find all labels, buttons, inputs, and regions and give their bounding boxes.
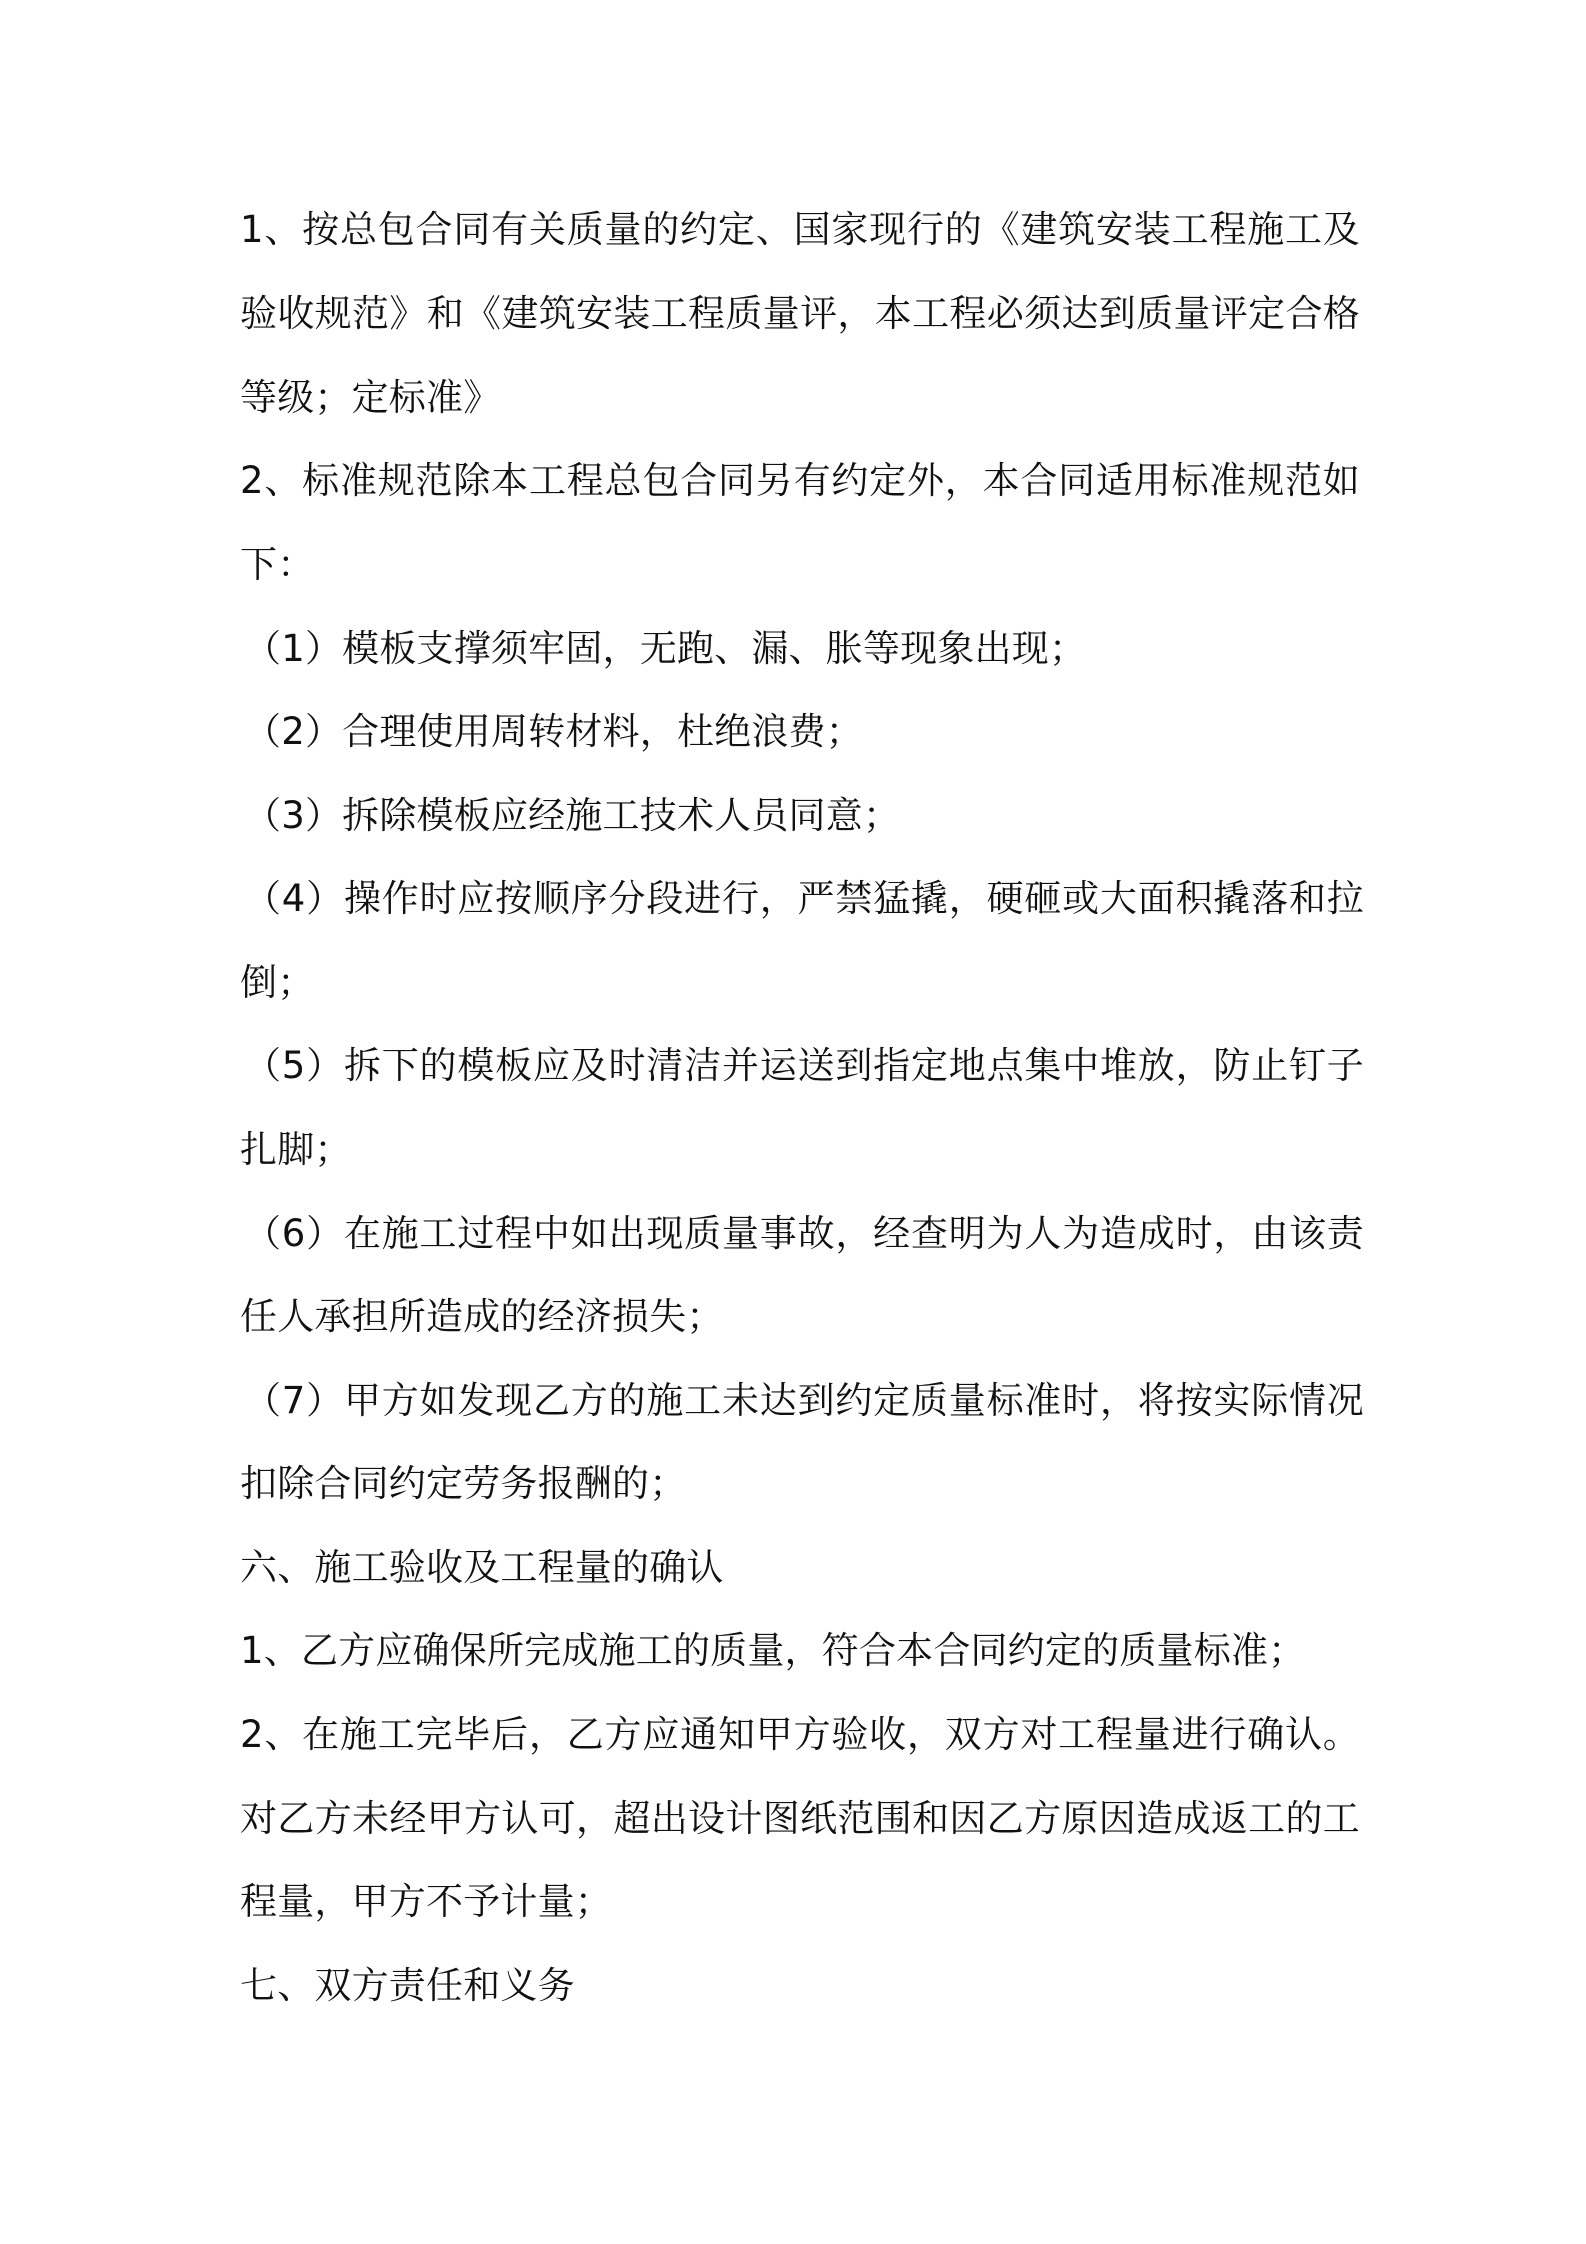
clause-1-line-3: 等级；定标准》 (240, 376, 501, 419)
clause-1-line-2: 验收规范》和《建筑安装工程质量评，本工程必须达到质量评定合格 (240, 292, 1360, 335)
section-6-heading: 六、施工验收及工程量的确认 (240, 1546, 724, 1589)
clause-2-line-1: 2、标准规范除本工程总包合同另有约定外，本合同适用标准规范如 (240, 459, 1360, 502)
section-7-heading: 七、双方责任和义务 (240, 1964, 575, 2007)
item-5-line-2: 扎脚； (240, 1128, 352, 1171)
item-3: （3）拆除模板应经施工技术人员同意； (244, 794, 901, 837)
item-6-line-2: 任人承担所造成的经济损失； (240, 1295, 724, 1338)
item-2: （2）合理使用周转材料，杜绝浪费； (244, 710, 863, 753)
section-6-clause-2-line-2: 对乙方未经甲方认可，超出设计图纸范围和因乙方原因造成返工的工 (240, 1797, 1360, 1840)
item-1: （1）模板支撑须牢固，无跑、漏、胀等现象出现； (244, 627, 1087, 670)
item-4-line-1: （4）操作时应按顺序分段进行，严禁猛撬，硬砸或大面积撬落和拉 (244, 877, 1364, 920)
section-6-clause-2-line-3: 程量，甲方不予计量； (240, 1880, 612, 1923)
section-6-clause-1: 1、乙方应确保所完成施工的质量，符合本合同约定的质量标准； (240, 1629, 1306, 1672)
clause-2-line-2: 下： (240, 543, 315, 586)
item-7-line-1: （7）甲方如发现乙方的施工未达到约定质量标准时，将按实际情况 (244, 1379, 1364, 1422)
item-6-line-1: （6）在施工过程中如出现质量事故，经查明为人为造成时，由该责 (244, 1212, 1364, 1255)
item-7-line-2: 扣除合同约定劳务报酬的； (240, 1462, 687, 1505)
item-4-line-2: 倒； (240, 961, 315, 1004)
item-5-line-1: （5）拆下的模板应及时清洁并运送到指定地点集中堆放，防止钉子 (244, 1044, 1364, 1087)
section-6-clause-2-line-1: 2、在施工完毕后，乙方应通知甲方验收，双方对工程量进行确认。 (240, 1713, 1360, 1756)
clause-1-line-1: 1、按总包合同有关质量的约定、国家现行的《建筑安装工程施工及 (240, 208, 1360, 251)
